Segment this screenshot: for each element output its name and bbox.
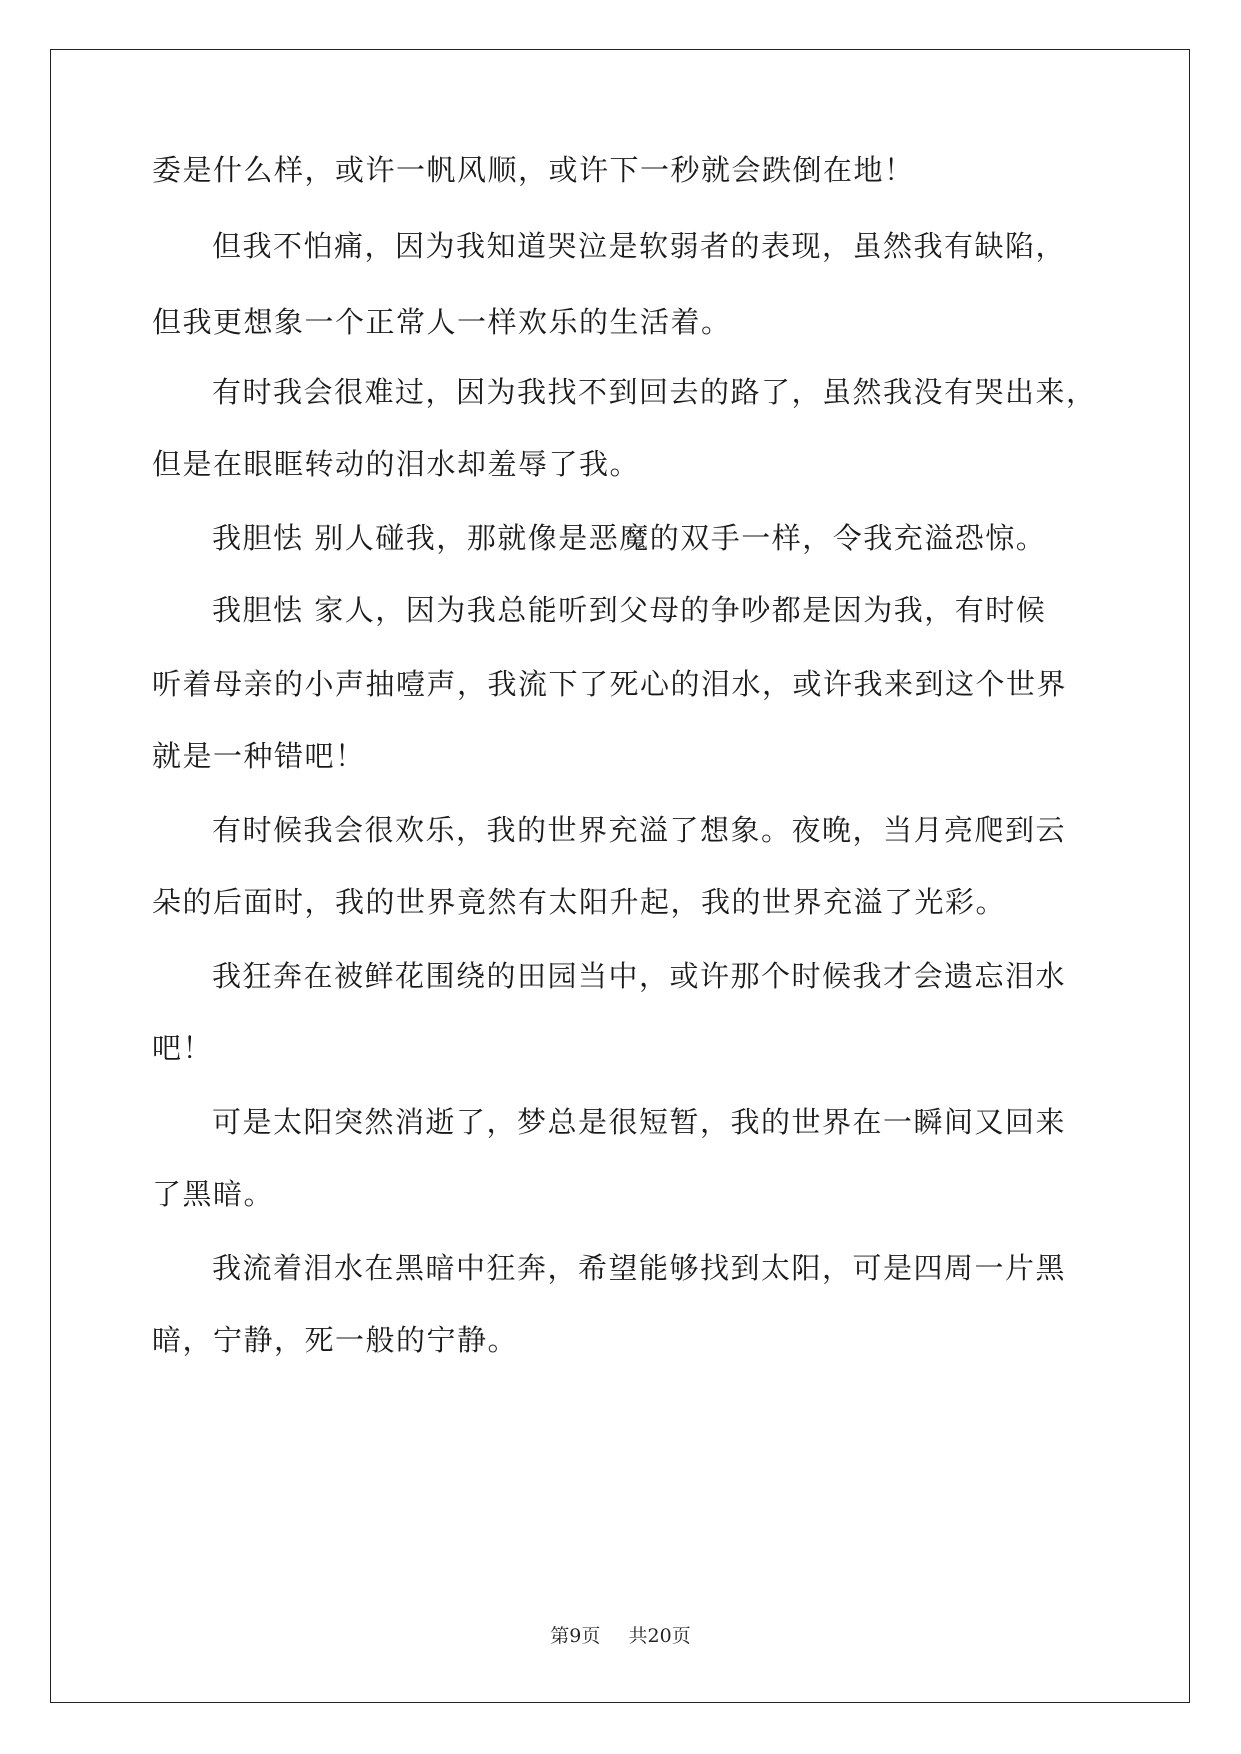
paragraph-start-line: 我狂奔在被鲜花围绕的田园当中，或许那个时候我才会遗忘泪水 — [212, 959, 1067, 993]
text-line: 但是在眼眶转动的泪水却羞辱了我。 — [152, 447, 641, 481]
text-line: 暗，宁静，死一般的宁静。 — [152, 1323, 519, 1357]
text-line: 但我更想象一个正常人一样欢乐的生活着。 — [152, 305, 732, 339]
paragraph-start-line: 有时候我会很欢乐，我的世界充溢了想象。夜晚，当月亮爬到云 — [212, 813, 1067, 847]
text-line: 听着母亲的小声抽噎声，我流下了死心的泪水，或许我来到这个世界 — [152, 667, 1068, 701]
text-line: 就是一种错吧！ — [152, 739, 366, 773]
page-total: 共20页 — [628, 1625, 691, 1647]
paragraph-start-line: 可是太阳突然消逝了，梦总是很短暂，我的世界在一瞬间又回来 — [212, 1105, 1067, 1139]
text-line: 朵的后面时，我的世界竟然有太阳升起，我的世界充溢了光彩。 — [152, 885, 1007, 919]
paragraph-start-line: 有时我会很难过，因为我找不到回去的路了，虽然我没有哭出来， — [212, 375, 1097, 409]
page-border — [50, 49, 1190, 1703]
text-line: 吧！ — [152, 1031, 214, 1065]
paragraph-start-line: 我胆怯 别人碰我，那就像是恶魔的双手一样，令我充溢恐惊。 — [212, 521, 1047, 555]
text-line: 了黑暗。 — [152, 1177, 275, 1211]
text-line: 委是什么样，或许一帆风顺，或许下一秒就会跌倒在地！ — [152, 153, 915, 187]
paragraph-start-line: 但我不怕痛，因为我知道哭泣是软弱者的表现，虽然我有缺陷， — [212, 229, 1067, 263]
paragraph-start-line: 我胆怯 家人，因为我总能听到父母的争吵都是因为我，有时候 — [212, 593, 1047, 627]
page-footer — [0, 1624, 1241, 1648]
page-number: 第9页 — [550, 1625, 601, 1647]
paragraph-start-line: 我流着泪水在黑暗中狂奔，希望能够找到太阳，可是四周一片黑 — [212, 1251, 1067, 1285]
